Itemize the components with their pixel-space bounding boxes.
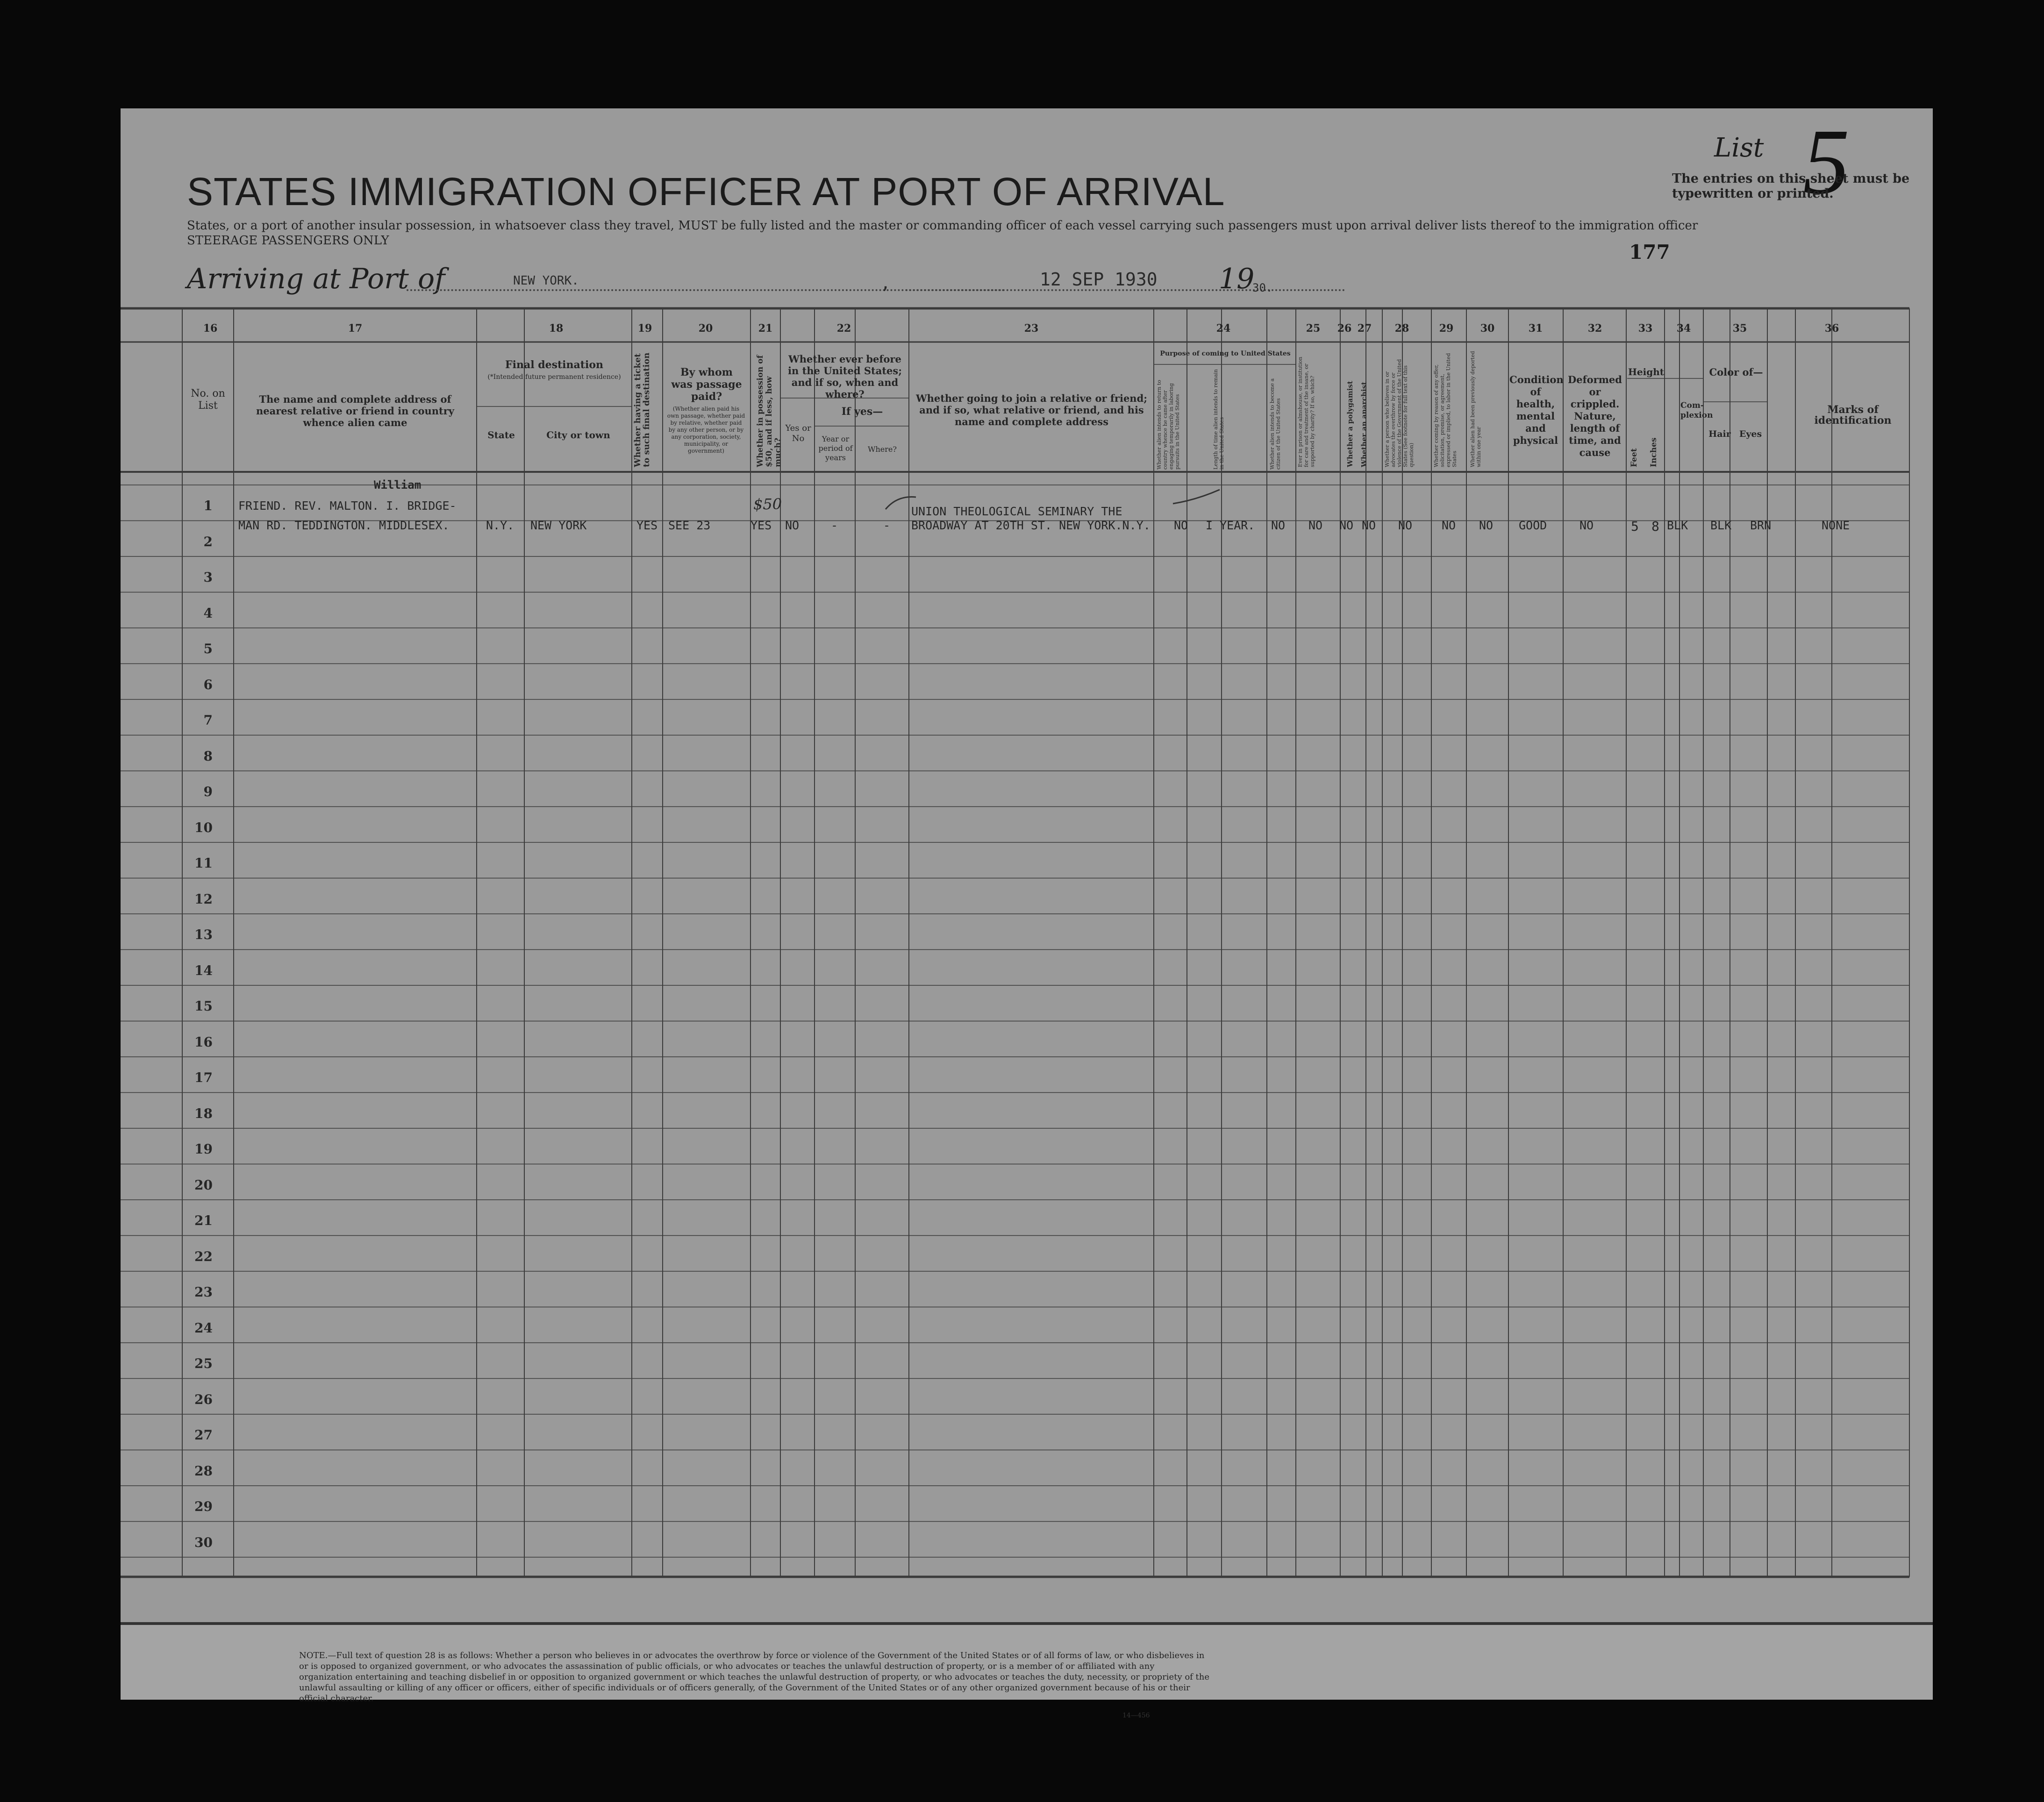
- column-number: 22: [836, 322, 851, 335]
- row-number: 29: [194, 1499, 213, 1514]
- header-year-period: Year or period of years: [818, 434, 853, 462]
- column-number: 30: [1480, 322, 1495, 335]
- header-complexion: Com-plexion: [1680, 401, 1713, 420]
- cell-where: -: [883, 519, 891, 532]
- cell-purpose-a: NO: [1174, 519, 1188, 532]
- header-health: Condition of health, mental and physical: [1509, 374, 1564, 446]
- row-number: 26: [194, 1391, 213, 1407]
- header-final-destination: Final destination: [505, 359, 603, 371]
- column-number: 25: [1306, 322, 1321, 335]
- cell-prison: NO: [1308, 519, 1323, 532]
- row-number: 16: [194, 1034, 213, 1050]
- date-value: 12 SEP 1930: [1040, 269, 1158, 290]
- form-number: 14—456: [1122, 1712, 1150, 1719]
- header-polygamist: Whether a polygamist: [1346, 381, 1354, 467]
- column-number: 32: [1587, 322, 1602, 335]
- header-final-destination-note: (*Intended future permanent residence): [487, 373, 621, 381]
- column-number: 19: [637, 322, 652, 335]
- cell-q30: NO: [1479, 519, 1494, 532]
- row-number: 17: [194, 1070, 213, 1085]
- header-city: City or town: [546, 429, 610, 441]
- column-number: 23: [1024, 322, 1039, 335]
- row-number: 21: [194, 1213, 213, 1228]
- column-number: 27: [1357, 322, 1372, 335]
- header-ever-before: Whether ever before in the United States; and if so, when and where?: [788, 353, 902, 400]
- header-purpose-a: Whether alien intends to return to country whence he came after engaging temporarily in laboring pursuits in the United States: [1156, 380, 1180, 470]
- row-number: 30: [194, 1534, 213, 1550]
- row-number: 15: [194, 998, 213, 1014]
- cell-deformed: NO: [1579, 519, 1594, 532]
- header-possession: Whether in possession of $50, and if less, how much?: [756, 355, 783, 467]
- cell-possession: YES: [750, 519, 772, 532]
- cell-feet: 5: [1631, 519, 1639, 534]
- header-purpose-c: Whether alien intends to become a citizen of the United States: [1269, 378, 1281, 470]
- row-number: 20: [194, 1177, 213, 1193]
- column-number: 36: [1824, 322, 1839, 335]
- header-q28: Whether a person who believes in or advocates the overthrow by force or violence of the Government of the United States (See footnote for full text of this question): [1384, 359, 1415, 467]
- header-prison: Ever in prison or almshouse, or institution for care and treatment of the insane, or supported by charity? If so, which?: [1297, 356, 1315, 467]
- row-number: 9: [203, 784, 213, 799]
- cell-eyes: BRN: [1750, 519, 1772, 532]
- column-number: 34: [1676, 322, 1691, 335]
- header-height: Height: [1628, 366, 1664, 377]
- cell-purpose-c: NO: [1271, 519, 1286, 532]
- row-number: 28: [194, 1463, 213, 1479]
- cell-city: NEW YORK: [530, 519, 587, 532]
- cell-marks: NONE: [1822, 519, 1850, 532]
- cell-money-note: $50: [753, 495, 782, 513]
- page-title: STATES IMMIGRATION OFFICER AT PORT OF ARRIVAL: [187, 170, 1225, 214]
- row-number: 24: [194, 1320, 213, 1336]
- port-value: NEW YORK.: [513, 274, 579, 288]
- header-deformed: Deformed or crippled. Nature, length of time, and cause: [1568, 374, 1622, 458]
- row-number: 23: [194, 1284, 213, 1300]
- cell-relative-line-2: MAN RD. TEDDINGTON. MIDDLESEX.: [238, 519, 450, 532]
- header-inches: Inches: [1649, 437, 1658, 467]
- cell-inches: 8: [1651, 519, 1659, 534]
- header-purpose: Purpose of coming to United States: [1160, 350, 1291, 357]
- header-q30: Whether alien had been previously deported within one year: [1470, 351, 1482, 467]
- header-where: Where?: [868, 445, 897, 454]
- header-if-yes: If yes—: [841, 406, 883, 418]
- row-number: 18: [194, 1105, 213, 1121]
- sheet-number: 177: [1629, 241, 1670, 264]
- cell-q28: NO: [1398, 519, 1413, 532]
- column-number: 31: [1528, 322, 1543, 335]
- cell-paid-by: SEE 23: [668, 519, 711, 532]
- comma: ,: [880, 274, 891, 293]
- row-number: 22: [194, 1248, 213, 1264]
- column-number: 28: [1394, 322, 1409, 335]
- column-number: 17: [348, 322, 363, 335]
- cell-state: N.Y.: [486, 519, 515, 532]
- row-number: 10: [194, 819, 213, 835]
- header-ticket: Whether having a ticket to such final destination: [633, 352, 651, 467]
- instructions-line-2: STEERAGE PASSENGERS ONLY: [187, 234, 389, 248]
- header-nearest-relative: The name and complete address of nearest relative or friend in country whence alien came: [256, 393, 454, 428]
- row-number: 19: [194, 1141, 213, 1157]
- cell-relative-line-1: FRIEND. REV. MALTON. I. BRIDGE-: [238, 499, 457, 513]
- cell-anarchist: NO: [1362, 519, 1376, 532]
- cell-complexion: BLK: [1667, 519, 1688, 532]
- row-number: 6: [203, 677, 213, 692]
- header-state: State: [487, 429, 515, 441]
- header-feet: Feet: [1629, 448, 1639, 467]
- list-number: 5: [1803, 110, 1850, 214]
- header-hair: Hair: [1708, 429, 1731, 439]
- row-number: 4: [203, 605, 213, 621]
- cell-purpose-b: I YEAR.: [1206, 519, 1255, 532]
- row-number: 12: [194, 891, 213, 907]
- row-number: 27: [194, 1427, 213, 1443]
- instructions-line-1: States, or a port of another insular possession, in whatsoever class they travel, MUST be fully listed and the master or commanding officer of each vessel carrying such passengers must upon arrival deliver lists thereof to the immigration officer: [187, 219, 1698, 233]
- list-label: List: [1714, 133, 1764, 163]
- cell-join-line-2: BROADWAY AT 20TH ST. NEW YORK.N.Y.: [911, 519, 1151, 532]
- row-number: 5: [203, 641, 213, 656]
- header-eyes: Eyes: [1739, 429, 1762, 439]
- header-yes-or-no: Yes or No: [785, 423, 811, 443]
- cell-health: GOOD: [1519, 519, 1547, 532]
- row-number: 14: [194, 962, 213, 978]
- column-number: 33: [1638, 322, 1653, 335]
- header-by-whom-paid: By whom was passage paid?: [671, 366, 742, 403]
- row-number: 2: [203, 534, 213, 549]
- row-number: 11: [194, 855, 213, 871]
- row-number: 8: [203, 748, 213, 764]
- cell-ticket: YES: [636, 519, 658, 532]
- header-by-whom-note: (Whether alien paid his own passage, whether paid by relative, whether paid by any other person, or by any corporation, society, municipality, or government): [667, 406, 745, 454]
- list-note: The entries on this sheet must be typewritten or printed.: [1672, 171, 1910, 201]
- column-number: 18: [549, 322, 564, 335]
- annotation-name: William: [374, 478, 422, 491]
- row-number: 7: [203, 712, 213, 728]
- column-number: 21: [758, 322, 773, 335]
- header-marks: Marks of identification: [1814, 404, 1892, 427]
- column-number: 35: [1732, 322, 1747, 335]
- column-number: 20: [698, 322, 713, 335]
- row-number: 3: [203, 570, 213, 585]
- row-number: 1: [203, 498, 213, 513]
- column-number: 16: [203, 322, 218, 335]
- header-purpose-b: Length of time alien intends to remain in the United States: [1213, 369, 1225, 470]
- header-anarchist: Whether an anarchist: [1360, 381, 1368, 467]
- footnote: NOTE.—Full text of question 28 is as follows: Whether a person who believes in or advocates the overthrow by force or violence of the Government of the United States or of all forms of law, or who disbelieves in or is opposed to organized government, or who advocates the assassination of public officials, or who advocates or teaches the unlawful destruction of property, or is a member of or affiliated with any organization entertaining and teaching disbelief in or opposition to organized government or which teaches the unlawful destruction of property, or who advocates or teaches the duty, necessity, or propriety of the unlawful assaulting or killing of any officer or officers, either of specific individuals or of officers generally, of the Government of the United States or of any other organized government because of his or their official character.: [299, 1651, 1210, 1703]
- cell-q29: NO: [1442, 519, 1456, 532]
- cell-join-line-1: UNION THEOLOGICAL SEMINARY THE: [911, 505, 1122, 518]
- cell-polygamist: NO: [1339, 519, 1354, 532]
- row-number: 25: [194, 1356, 213, 1371]
- header-q29: Whether coming by reason of any offer, solicitation, promise, or agreement, expressed or implied, to labor in the United States: [1433, 353, 1458, 467]
- column-number: 26: [1337, 322, 1352, 335]
- arriving-label: Arriving at Port of: [187, 263, 445, 295]
- column-number: 29: [1439, 322, 1454, 335]
- column-number: 24: [1216, 322, 1231, 335]
- cell-year-period: -: [831, 519, 838, 532]
- year-suffix: 30.: [1252, 281, 1273, 294]
- cell-ever-before: NO: [785, 519, 800, 532]
- header-color-of: Color of—: [1709, 366, 1763, 378]
- cell-hair: BLK: [1710, 519, 1732, 532]
- header-no-on-list: No. on List: [191, 388, 225, 412]
- year-prefix: 19: [1219, 263, 1255, 295]
- header-going-to-join: Whether going to join a relative or friend; and if so, what relative or friend, and his name and complete address: [915, 392, 1148, 427]
- row-number: 13: [194, 927, 213, 942]
